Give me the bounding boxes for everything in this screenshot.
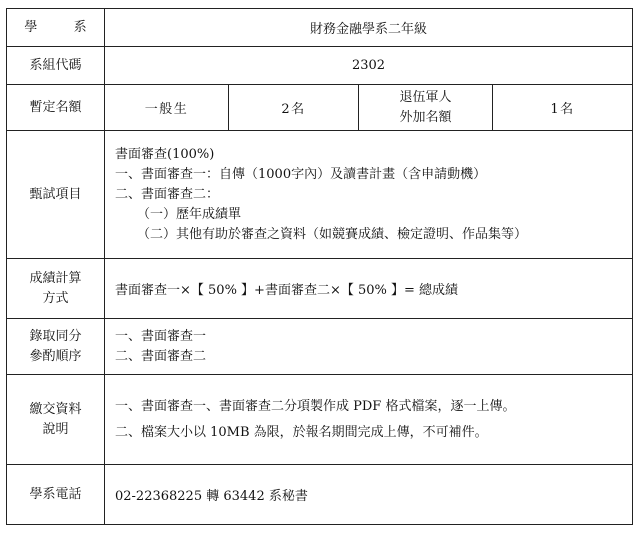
phone-value: 02-22368225 轉 63442 系秘書 (105, 465, 633, 525)
exam-item-line: 書面審查(100%) (115, 146, 215, 162)
exam-item-line: （二）其他有助於審查之資料（如競賽成績、檢定證明、作品集等） (137, 226, 528, 242)
row-tie-order (7, 319, 633, 375)
row-phone (7, 465, 633, 525)
row-quota (7, 85, 633, 131)
tie-order-line: 一、書面審查一 (115, 328, 207, 344)
phone-label: 學系電話 (7, 465, 105, 525)
tie-order-line: 二、書面審查二 (115, 348, 207, 364)
code-value: 2302 (105, 47, 633, 85)
row-code (7, 47, 633, 85)
tie-order-content (105, 319, 633, 375)
score-method-label: 成績計算 方式 (7, 259, 105, 319)
admission-info-table (6, 8, 633, 525)
quota-label: 暫定名額 (7, 85, 105, 131)
department-value: 財務金融學系二年級 (105, 9, 633, 47)
score-formula: 書面審查一×【 50% 】+書面審查二×【 50% 】= 總成績 (105, 259, 633, 319)
department-label: 學 系 (7, 9, 105, 47)
submission-line: 二、檔案大小以 10MB 為限，於報名期間完成上傳，不可補件。 (115, 424, 488, 440)
exam-item-line: （一）歷年成績單 (137, 206, 242, 222)
general-quota-value: 2名 (229, 85, 359, 131)
veteran-quota-value: 1名 (493, 85, 633, 131)
row-exam-items (7, 131, 633, 259)
row-submission (7, 375, 633, 465)
submission-label: 繳交資料 說明 (7, 375, 105, 465)
submission-content (105, 375, 633, 465)
code-label: 系組代碼 (7, 47, 105, 85)
veteran-quota-label: 退伍軍人 外加名額 (359, 85, 493, 131)
exam-item-line: 一、書面審查一：自傳（1000字內）及讀書計畫（含申請動機） (115, 166, 487, 182)
tie-order-label: 錄取同分 參酌順序 (7, 319, 105, 375)
general-quota-label: 一般生 (105, 85, 229, 131)
submission-line: 一、書面審查一、書面審查二分項製作成 PDF 格式檔案，逐一上傳。 (115, 398, 516, 414)
row-department (7, 9, 633, 47)
exam-items-label: 甄試項目 (7, 131, 105, 259)
exam-item-line: 二、書面審查二： (115, 186, 220, 202)
row-score-method (7, 259, 633, 319)
exam-items-content (105, 131, 633, 259)
